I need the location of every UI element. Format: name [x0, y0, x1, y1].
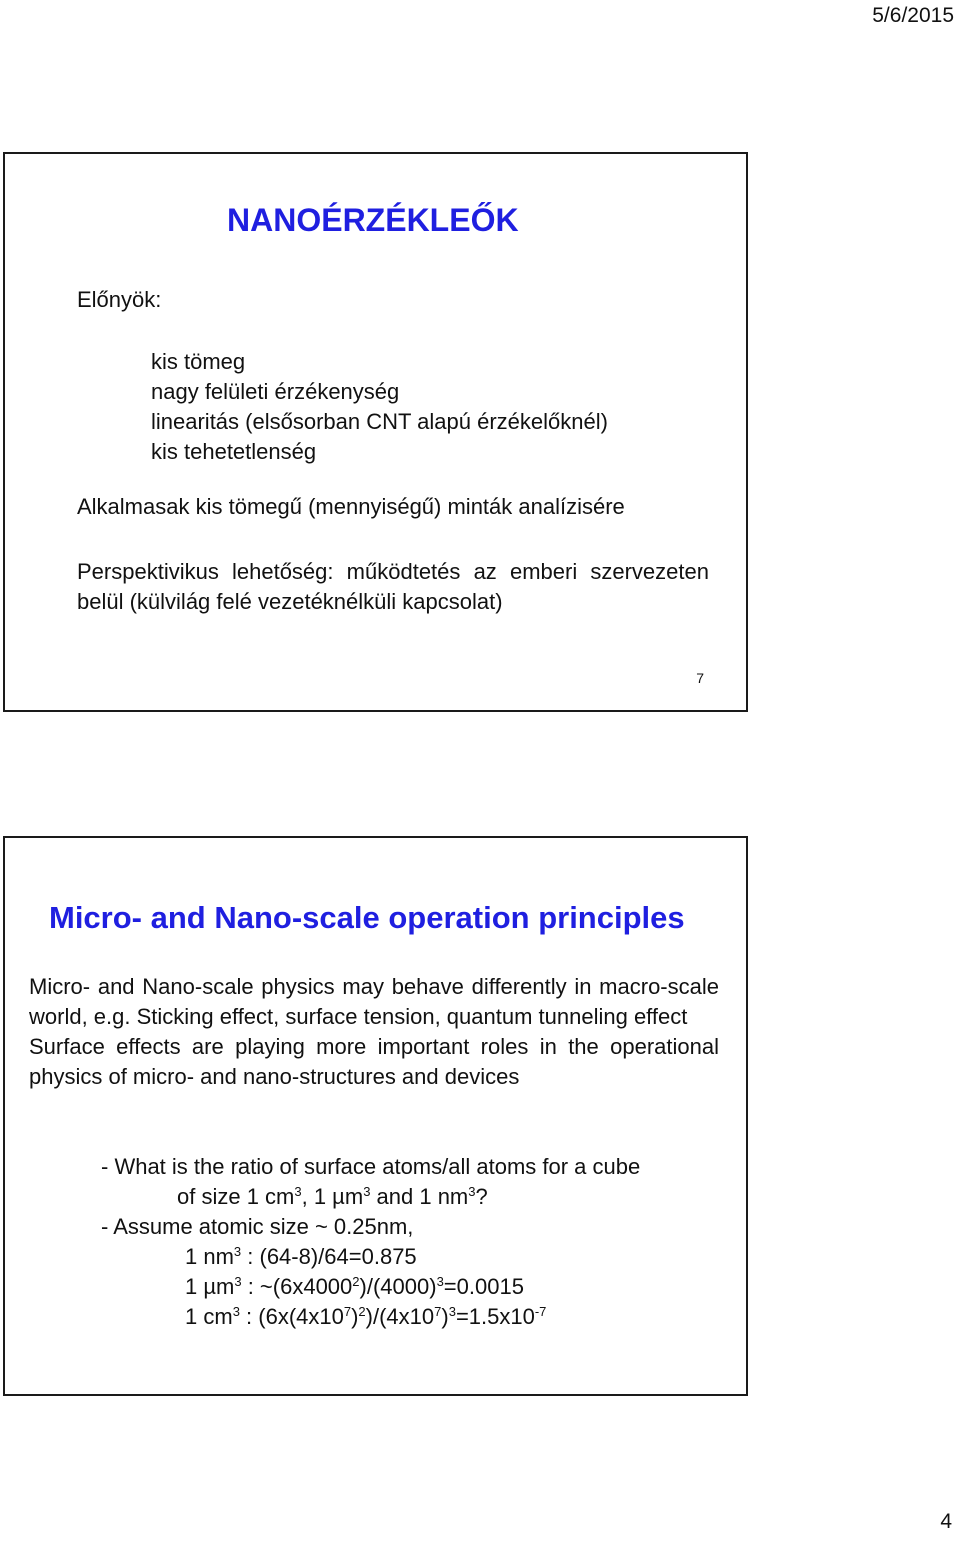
page-number: 4: [940, 1510, 952, 1533]
list-item: nagy felületi érzékenység: [151, 379, 400, 404]
header-date: 5/6/2015: [872, 4, 954, 27]
text-span: =0.0015: [443, 1274, 524, 1299]
slide-title: Micro- and Nano-scale operation principles: [49, 900, 685, 935]
slide-7: [3, 152, 748, 712]
text-span: 1 nm: [185, 1244, 234, 1269]
question-atomic-size: - Assume atomic size ~ 0.25nm,: [101, 1214, 414, 1239]
text-span: and 1 nm: [370, 1184, 469, 1209]
questions-block: [101, 1152, 640, 1332]
advantages-label: Előnyök:: [77, 287, 162, 312]
paragraph-perspective: Perspektivikus lehetőség: működtetés az emberi szervezeten belül (külvilág felé vezetéknélküli kapcsolat): [77, 559, 709, 614]
text-span: : (6x(4x10: [239, 1304, 344, 1329]
superscript: 2: [358, 1304, 366, 1319]
paragraph-physics: Micro- and Nano-scale physics may behave differently in macro-scale world, e.g. Sticking effect, surface tension, quantum tunneling effect: [29, 974, 719, 1029]
text-span: )/(4x10: [365, 1304, 435, 1329]
superscript: 3: [234, 1274, 242, 1289]
superscript: 3: [232, 1304, 240, 1319]
superscript: 3: [468, 1184, 476, 1199]
superscript: -7: [534, 1304, 547, 1319]
advantages-list: [151, 347, 608, 467]
text-span: ): [351, 1304, 359, 1329]
superscript: 3: [294, 1184, 302, 1199]
list-item: kis tehetetlenség: [151, 439, 317, 464]
text-span: of size 1 cm: [177, 1184, 295, 1209]
text-span: , 1 µm: [301, 1184, 364, 1209]
calc-nm: [101, 1242, 640, 1272]
slide-8: [3, 836, 748, 1396]
superscript: 3: [436, 1274, 444, 1289]
paragraph-surface-effects: Surface effects are playing more important roles in the operational physics of micro- and nano-structures and devices: [29, 1034, 719, 1089]
list-item: kis tömeg: [151, 349, 246, 374]
superscript: 3: [448, 1304, 456, 1319]
paragraph-applications: Alkalmasak kis tömegű (mennyiségű) minták analízisére: [77, 494, 625, 519]
slide-body: [29, 972, 719, 1092]
superscript: 7: [434, 1304, 442, 1319]
question-sizes: [101, 1182, 640, 1212]
superscript: 3: [363, 1184, 371, 1199]
text-span: 1 cm: [185, 1304, 233, 1329]
text-span: )/(4000): [359, 1274, 437, 1299]
superscript: 2: [352, 1274, 360, 1289]
list-item: linearitás (elsősorban CNT alapú érzékelőknél): [151, 409, 608, 434]
slide-number: 7: [696, 670, 704, 686]
text-span: =1.5x10: [455, 1304, 535, 1329]
text-span: : ~(6x4000: [241, 1274, 353, 1299]
superscript: 3: [233, 1244, 242, 1259]
text-span: ?: [475, 1184, 488, 1209]
text-span: ): [441, 1304, 449, 1329]
slide-title: NANOÉRZÉKLEŐK: [227, 202, 519, 238]
text-span: 1 µm: [185, 1274, 235, 1299]
superscript: 7: [343, 1304, 352, 1319]
calc-cm: [101, 1302, 640, 1332]
text-span: : (64-8)/64=0.875: [241, 1244, 417, 1269]
question-ratio: - What is the ratio of surface atoms/all atoms for a cube: [101, 1154, 641, 1179]
calc-um: [101, 1272, 640, 1302]
